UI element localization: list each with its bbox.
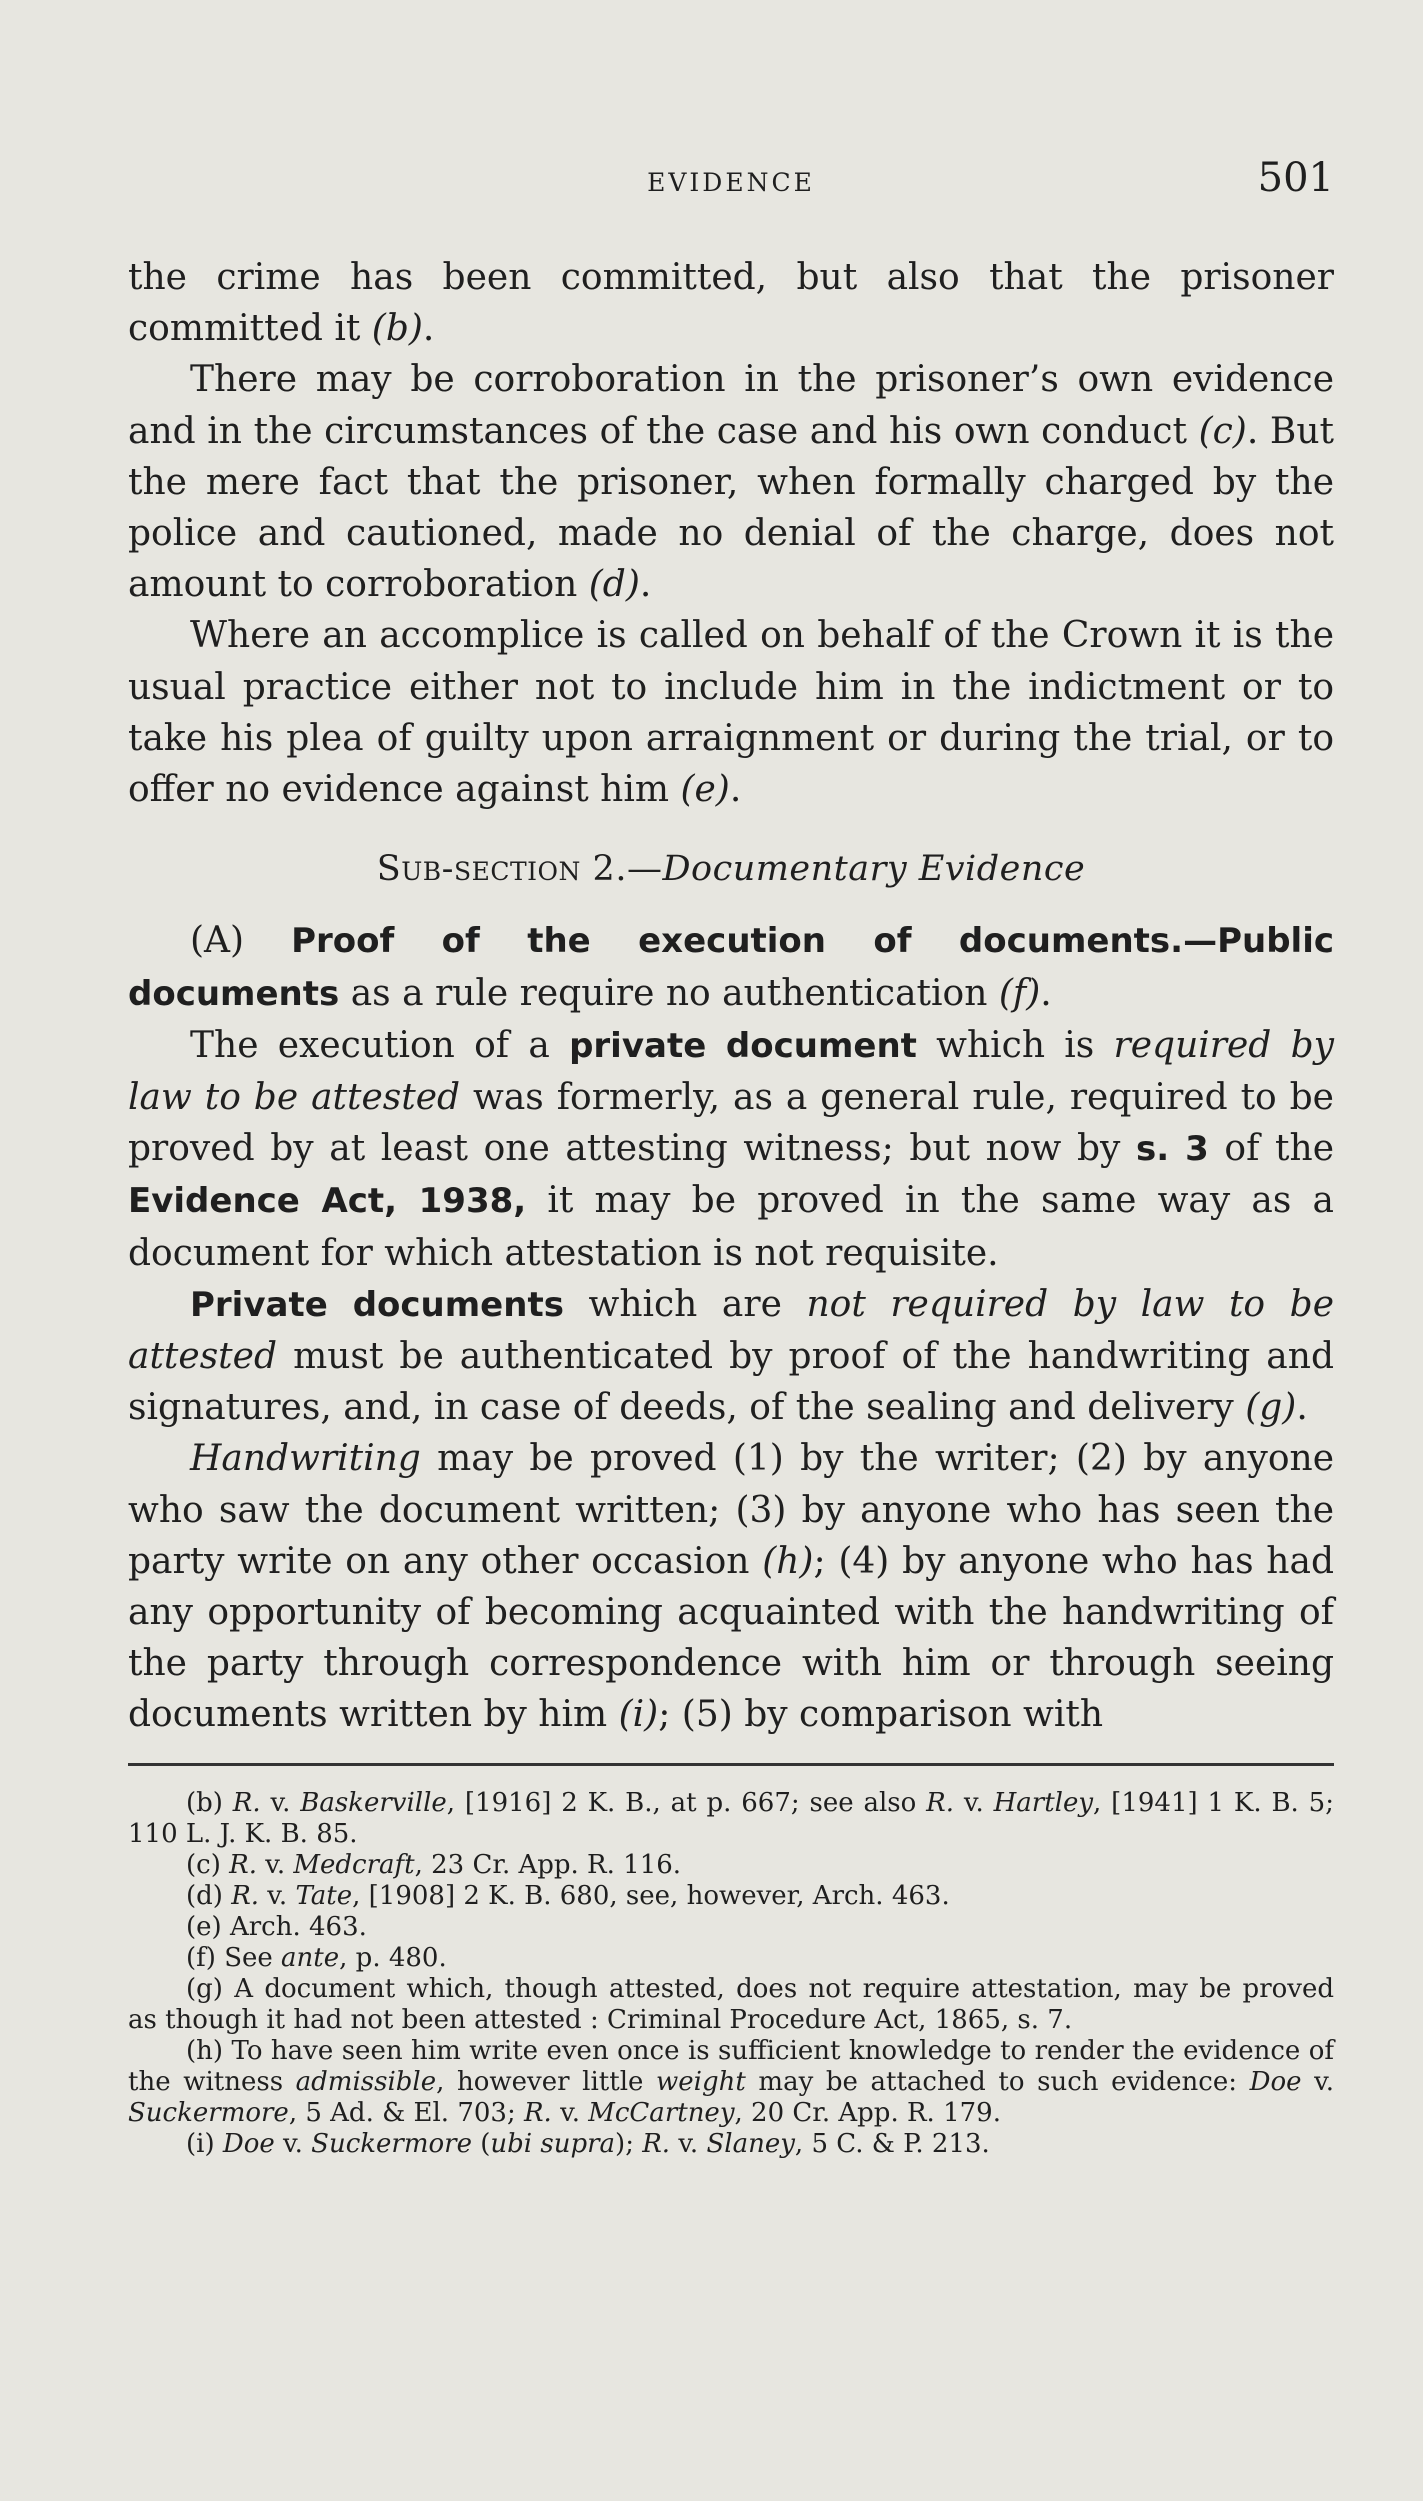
footnote-d: (d) R. v. Tate, [1908] 2 K. B. 680, see, however, Arch. 463. — [186, 1881, 950, 1911]
paragraph-proof-of-execution: (A) Proof of the execution of documents.—Public documents as a rule require no authentication (f). — [128, 920, 1334, 1014]
bold-heading: Proof of the execution of documents.—Public documents — [128, 921, 1334, 1014]
footnote-f: (f) See ante, p. 480. — [186, 1943, 447, 1973]
footnote-ref-f: (f) — [998, 972, 1041, 1014]
footnote-ref-c: (c) — [1198, 410, 1247, 452]
paragraph-handwriting: Handwriting may be proved (1) by the writer; (2) by anyone who saw the document written; (3) by anyone who has seen the party write on any other occasion (h); (4) by anyone who has had any opportunity of becoming acquainted with the handwriting of the party through correspondence with him or through seeing documents written by him (i); (5) by comparison with — [128, 1438, 1335, 1736]
paragraph-private-documents: Private documents which are not required by law to be attested must be authenticated by proof of the handwriting and signatures, and, in case of deeds, of the sealing and delivery (g). — [128, 1283, 1335, 1429]
page-number: 501 — [1257, 155, 1334, 201]
footnote-ref-g: (g) — [1245, 1387, 1297, 1429]
footnote-ref-h: (h) — [762, 1540, 814, 1582]
footnote-b: (b) R. v. Baskerville, [1916] 2 K. B., at p. 667; see also R. v. Hartley, [1941] 1 K. B. 5; 110 L. J. K. B. 85. — [128, 1788, 1334, 1849]
footnote-h: (h) To have seen him write even once is sufficient knowledge to render the evidence of the witness admissible, however little weight may be attached to such evidence: Doe v. Suckermore, 5 Ad. & El. 703; R. v. McCartney, 20 Cr. App. R. 179. — [128, 2036, 1335, 2128]
main-text — [128, 252, 1334, 1741]
paragraph-private-document: The execution of a private document which is required by law to be attested was formerly, as a general rule, required to be proved by at least one attesting witness; but now by s. 3 of the Evidence Act, 1938, it may be proved in the same way as a document for which attestation is not requisite. — [128, 1024, 1334, 1274]
paragraph-corroboration: There may be corroboration in the prisoner’s own evidence and in the circumstances of the case and his own conduct (c). But the mere fact that the prisoner, when formally charged by the police and cautioned, made no denial of the charge, does not amount to corroboration (d). — [128, 359, 1334, 606]
footnote-g: (g) A document which, though attested, does not require attestation, may be proved as though it had not been attested : Criminal Procedure Act, 1865, s. 7. — [128, 1974, 1335, 2035]
page-header — [128, 150, 1334, 210]
paragraph-1: the crime has been committed, but also that the prisoner committed it (b). — [128, 257, 1334, 350]
paragraph-accomplice: Where an accomplice is called on behalf of the Crown it is the usual practice either not to include him in the indictment or to take his plea of guilty upon arraignment or during the trial, or to offer no evidence against him (e). — [128, 615, 1334, 811]
footnote-ref-d: (d) — [588, 564, 640, 606]
footnote-i: (i) Doe v. Suckermore (ubi supra); R. v. Slaney, 5 C. & P. 213. — [186, 2129, 990, 2159]
footnote-e: (e) Arch. 463. — [186, 1912, 367, 1942]
footnote-ref-b: (b) — [371, 308, 423, 350]
footnote-c: (c) R. v. Medcraft, 23 Cr. App. R. 116. — [186, 1850, 682, 1880]
subsection-heading: Sub-section 2.—Documentary Evidence — [376, 849, 1086, 890]
footnotes — [128, 1788, 1334, 2160]
footnote-ref-e: (e) — [680, 769, 730, 811]
running-head: EVIDENCE — [647, 168, 815, 197]
footnote-divider — [128, 1763, 1334, 1766]
footnote-ref-i: (i) — [618, 1694, 659, 1736]
